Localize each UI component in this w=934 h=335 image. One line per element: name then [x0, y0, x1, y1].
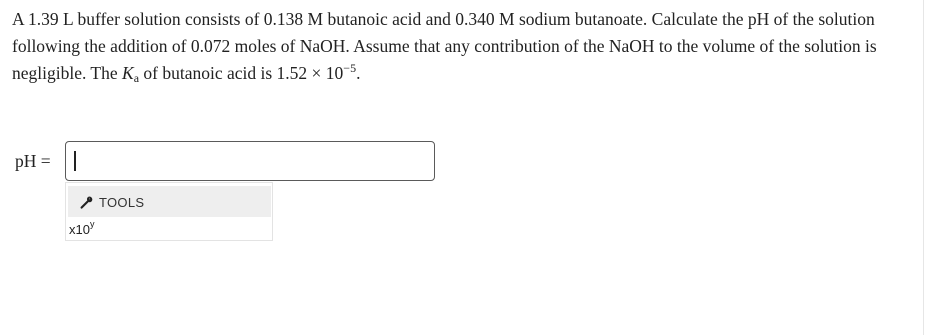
ph-answer-input[interactable]	[65, 141, 435, 181]
tools-label: TOOLS	[99, 195, 145, 210]
scientific-notation-button[interactable]	[69, 219, 94, 238]
ka-symbol: K	[122, 63, 134, 83]
sci-button-base: x10	[69, 222, 90, 237]
sci-button-exponent: y	[89, 219, 95, 229]
tools-panel	[65, 182, 273, 241]
text-caret	[74, 151, 76, 171]
ka-subscript: a	[133, 71, 140, 85]
right-divider	[923, 0, 924, 335]
question-part1: A 1.39 L buffer solution consists of 0.138 M butanoic acid and 0.340 M sodium butanoate. Calculate the pH of the solution following the addition of 0.072 moles of NaOH. Assume that any contribution of the NaOH to the volume of the solution is negligible. The	[12, 9, 877, 83]
ka-exponent: −5	[343, 61, 357, 75]
question-text	[12, 6, 917, 87]
question-part3: .	[356, 63, 361, 83]
wrench-icon	[80, 196, 93, 209]
tools-toggle-button[interactable]	[68, 186, 271, 217]
question-part2: of butanoic acid is 1.52 × 10	[139, 63, 344, 83]
ph-label: pH =	[15, 151, 51, 171]
